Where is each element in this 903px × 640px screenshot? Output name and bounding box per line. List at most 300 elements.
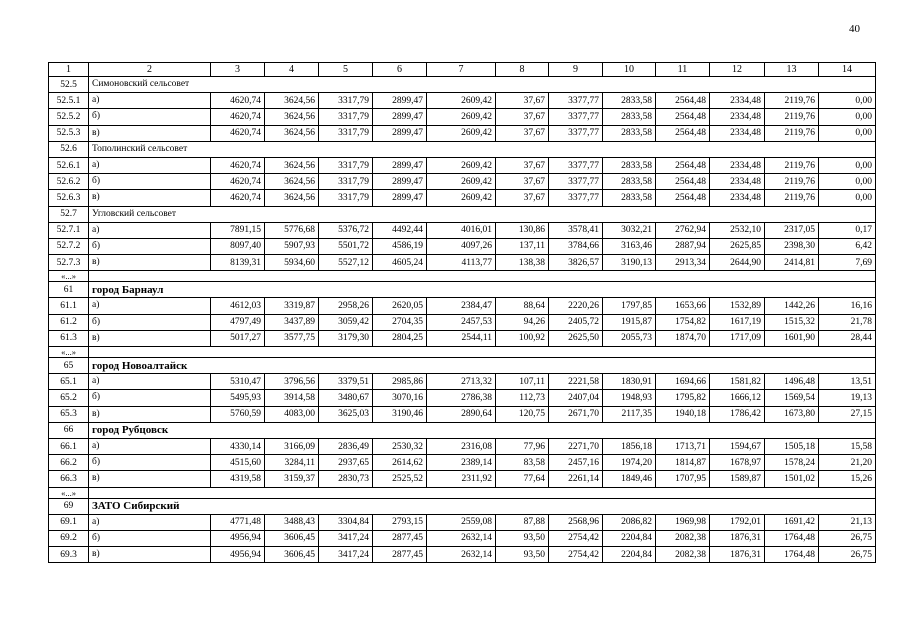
value-cell: 1589,87 bbox=[710, 471, 765, 487]
value-cell: 3578,41 bbox=[549, 222, 603, 238]
column-header: 7 bbox=[427, 63, 496, 77]
value-cell: 4586,19 bbox=[373, 238, 427, 254]
value-cell: 5501,72 bbox=[319, 238, 373, 254]
row-code: 52.5.3 bbox=[49, 125, 89, 141]
section-code: 69 bbox=[49, 498, 89, 514]
section-title: Симоновский сельсовет bbox=[89, 77, 876, 93]
value-cell: 2877,45 bbox=[373, 530, 427, 546]
value-cell: 3480,67 bbox=[319, 390, 373, 406]
row-variant: в) bbox=[89, 255, 211, 271]
value-cell: 2334,48 bbox=[710, 125, 765, 141]
column-header: 14 bbox=[819, 63, 876, 77]
row-code: 61.2 bbox=[49, 314, 89, 330]
value-cell: 3377,77 bbox=[549, 125, 603, 141]
section-row bbox=[49, 282, 876, 298]
value-cell: 1849,46 bbox=[603, 471, 656, 487]
value-cell: 4097,26 bbox=[427, 238, 496, 254]
value-cell: 2836,49 bbox=[319, 438, 373, 454]
value-cell: 6,42 bbox=[819, 238, 876, 254]
column-header: 6 bbox=[373, 63, 427, 77]
value-cell: 2833,58 bbox=[603, 190, 656, 206]
value-cell: 3624,56 bbox=[265, 174, 319, 190]
row-variant: а) bbox=[89, 93, 211, 109]
value-cell: 112,73 bbox=[496, 390, 549, 406]
value-cell: 1505,18 bbox=[765, 438, 819, 454]
value-cell: 2414,81 bbox=[765, 255, 819, 271]
row-code: 69.1 bbox=[49, 514, 89, 530]
value-cell: 3317,79 bbox=[319, 93, 373, 109]
table-row bbox=[49, 157, 876, 173]
table-row bbox=[49, 298, 876, 314]
value-cell: 2671,70 bbox=[549, 406, 603, 422]
table-row bbox=[49, 514, 876, 530]
column-header: 12 bbox=[710, 63, 765, 77]
value-cell: 2609,42 bbox=[427, 125, 496, 141]
column-header: 8 bbox=[496, 63, 549, 77]
section-code: 61 bbox=[49, 282, 89, 298]
value-cell: 2564,48 bbox=[656, 174, 710, 190]
value-cell: 137,11 bbox=[496, 238, 549, 254]
value-cell: 3606,45 bbox=[265, 530, 319, 546]
value-cell: 2833,58 bbox=[603, 174, 656, 190]
value-cell: 2830,73 bbox=[319, 471, 373, 487]
row-code: 61.1 bbox=[49, 298, 89, 314]
value-cell: 2609,42 bbox=[427, 93, 496, 109]
value-cell: 26,75 bbox=[819, 530, 876, 546]
row-variant: в) bbox=[89, 190, 211, 206]
value-cell: 2316,08 bbox=[427, 438, 496, 454]
omission-marker: «...» bbox=[49, 347, 89, 358]
value-cell: 3032,21 bbox=[603, 222, 656, 238]
value-cell: 2311,92 bbox=[427, 471, 496, 487]
value-cell: 2890,64 bbox=[427, 406, 496, 422]
column-header: 11 bbox=[656, 63, 710, 77]
value-cell: 2754,42 bbox=[549, 547, 603, 563]
value-cell: 2221,58 bbox=[549, 374, 603, 390]
value-cell: 37,67 bbox=[496, 93, 549, 109]
value-cell: 37,67 bbox=[496, 109, 549, 125]
row-variant: в) bbox=[89, 547, 211, 563]
value-cell: 1515,32 bbox=[765, 314, 819, 330]
row-variant: б) bbox=[89, 314, 211, 330]
value-cell: 2117,35 bbox=[603, 406, 656, 422]
value-cell: 2899,47 bbox=[373, 157, 427, 173]
section-code: 52.6 bbox=[49, 141, 89, 157]
value-cell: 1666,12 bbox=[710, 390, 765, 406]
value-cell: 3784,66 bbox=[549, 238, 603, 254]
column-header: 10 bbox=[603, 63, 656, 77]
value-cell: 2632,14 bbox=[427, 547, 496, 563]
section-code: 65 bbox=[49, 358, 89, 374]
value-cell: 1569,54 bbox=[765, 390, 819, 406]
value-cell: 100,92 bbox=[496, 330, 549, 346]
value-cell: 2877,45 bbox=[373, 547, 427, 563]
value-cell: 2389,14 bbox=[427, 455, 496, 471]
value-cell: 2609,42 bbox=[427, 109, 496, 125]
value-cell: 5760,59 bbox=[211, 406, 265, 422]
value-cell: 37,67 bbox=[496, 157, 549, 173]
value-cell: 2204,84 bbox=[603, 547, 656, 563]
value-cell: 1795,82 bbox=[656, 390, 710, 406]
tariff-table bbox=[48, 62, 876, 563]
value-cell: 4620,74 bbox=[211, 93, 265, 109]
value-cell: 2625,50 bbox=[549, 330, 603, 346]
value-cell: 21,13 bbox=[819, 514, 876, 530]
value-cell: 1764,48 bbox=[765, 530, 819, 546]
value-cell: 1940,18 bbox=[656, 406, 710, 422]
value-cell: 2609,42 bbox=[427, 157, 496, 173]
value-cell: 2119,76 bbox=[765, 174, 819, 190]
table-row bbox=[49, 93, 876, 109]
section-row bbox=[49, 141, 876, 157]
value-cell: 1948,93 bbox=[603, 390, 656, 406]
row-variant: а) bbox=[89, 438, 211, 454]
section-title: Угловский сельсовет bbox=[89, 206, 876, 222]
omission-marker: «...» bbox=[49, 487, 89, 498]
value-cell: 1915,87 bbox=[603, 314, 656, 330]
value-cell: 1594,67 bbox=[710, 438, 765, 454]
value-cell: 2833,58 bbox=[603, 125, 656, 141]
value-cell: 4083,00 bbox=[265, 406, 319, 422]
value-cell: 107,11 bbox=[496, 374, 549, 390]
value-cell: 3070,16 bbox=[373, 390, 427, 406]
value-cell: 3319,87 bbox=[265, 298, 319, 314]
value-cell: 2457,16 bbox=[549, 455, 603, 471]
value-cell: 0,00 bbox=[819, 174, 876, 190]
value-cell: 4620,74 bbox=[211, 174, 265, 190]
value-cell: 5527,12 bbox=[319, 255, 373, 271]
value-cell: 94,26 bbox=[496, 314, 549, 330]
section-row bbox=[49, 77, 876, 93]
value-cell: 7891,15 bbox=[211, 222, 265, 238]
row-variant: в) bbox=[89, 471, 211, 487]
value-cell: 2384,47 bbox=[427, 298, 496, 314]
value-cell: 77,96 bbox=[496, 438, 549, 454]
value-cell: 3377,77 bbox=[549, 190, 603, 206]
row-code: 65.3 bbox=[49, 406, 89, 422]
value-cell: 1713,71 bbox=[656, 438, 710, 454]
row-code: 66.1 bbox=[49, 438, 89, 454]
value-cell: 2119,76 bbox=[765, 190, 819, 206]
value-cell: 3625,03 bbox=[319, 406, 373, 422]
value-cell: 2609,42 bbox=[427, 190, 496, 206]
value-cell: 2119,76 bbox=[765, 109, 819, 125]
value-cell: 1617,19 bbox=[710, 314, 765, 330]
value-cell: 1678,97 bbox=[710, 455, 765, 471]
value-cell: 2317,05 bbox=[765, 222, 819, 238]
table-row bbox=[49, 374, 876, 390]
row-code: 52.6.1 bbox=[49, 157, 89, 173]
value-cell: 1694,66 bbox=[656, 374, 710, 390]
section-title: город Барнаул bbox=[89, 282, 876, 298]
value-cell: 1532,89 bbox=[710, 298, 765, 314]
section-row bbox=[49, 498, 876, 514]
section-row bbox=[49, 206, 876, 222]
value-cell: 2204,84 bbox=[603, 530, 656, 546]
value-cell: 2334,48 bbox=[710, 109, 765, 125]
value-cell: 1754,82 bbox=[656, 314, 710, 330]
value-cell: 3488,43 bbox=[265, 514, 319, 530]
row-code: 52.7.3 bbox=[49, 255, 89, 271]
value-cell: 2625,85 bbox=[710, 238, 765, 254]
value-cell: 0,00 bbox=[819, 190, 876, 206]
table-row bbox=[49, 406, 876, 422]
value-cell: 2564,48 bbox=[656, 109, 710, 125]
value-cell: 3914,58 bbox=[265, 390, 319, 406]
value-cell: 16,16 bbox=[819, 298, 876, 314]
row-variant: б) bbox=[89, 455, 211, 471]
value-cell: 4016,01 bbox=[427, 222, 496, 238]
value-cell: 1707,95 bbox=[656, 471, 710, 487]
header-row bbox=[49, 63, 876, 77]
value-cell: 3317,79 bbox=[319, 125, 373, 141]
value-cell: 2532,10 bbox=[710, 222, 765, 238]
row-code: 52.7.2 bbox=[49, 238, 89, 254]
value-cell: 4492,44 bbox=[373, 222, 427, 238]
value-cell: 120,75 bbox=[496, 406, 549, 422]
omission-filler bbox=[89, 347, 876, 358]
value-cell: 1814,87 bbox=[656, 455, 710, 471]
column-header: 2 bbox=[89, 63, 211, 77]
column-header: 1 bbox=[49, 63, 89, 77]
table-row bbox=[49, 438, 876, 454]
value-cell: 3284,11 bbox=[265, 455, 319, 471]
value-cell: 2334,48 bbox=[710, 93, 765, 109]
value-cell: 5495,93 bbox=[211, 390, 265, 406]
column-header: 5 bbox=[319, 63, 373, 77]
row-variant: а) bbox=[89, 157, 211, 173]
table-row bbox=[49, 222, 876, 238]
section-code: 52.5 bbox=[49, 77, 89, 93]
value-cell: 2899,47 bbox=[373, 174, 427, 190]
row-variant: а) bbox=[89, 298, 211, 314]
row-variant: а) bbox=[89, 514, 211, 530]
row-variant: а) bbox=[89, 222, 211, 238]
value-cell: 1797,85 bbox=[603, 298, 656, 314]
value-cell: 1442,26 bbox=[765, 298, 819, 314]
value-cell: 5376,72 bbox=[319, 222, 373, 238]
value-cell: 2119,76 bbox=[765, 157, 819, 173]
section-title: ЗАТО Сибирский bbox=[89, 498, 876, 514]
value-cell: 0,00 bbox=[819, 157, 876, 173]
value-cell: 2793,15 bbox=[373, 514, 427, 530]
value-cell: 15,58 bbox=[819, 438, 876, 454]
table-row bbox=[49, 174, 876, 190]
value-cell: 3179,30 bbox=[319, 330, 373, 346]
omission-filler bbox=[89, 487, 876, 498]
value-cell: 2632,14 bbox=[427, 530, 496, 546]
value-cell: 2833,58 bbox=[603, 157, 656, 173]
value-cell: 1792,01 bbox=[710, 514, 765, 530]
row-variant: а) bbox=[89, 374, 211, 390]
value-cell: 1717,09 bbox=[710, 330, 765, 346]
value-cell: 3317,79 bbox=[319, 190, 373, 206]
value-cell: 4620,74 bbox=[211, 125, 265, 141]
value-cell: 0,17 bbox=[819, 222, 876, 238]
value-cell: 1581,82 bbox=[710, 374, 765, 390]
value-cell: 2713,32 bbox=[427, 374, 496, 390]
value-cell: 2899,47 bbox=[373, 93, 427, 109]
value-cell: 4620,74 bbox=[211, 109, 265, 125]
value-cell: 2899,47 bbox=[373, 109, 427, 125]
value-cell: 2559,08 bbox=[427, 514, 496, 530]
value-cell: 4612,03 bbox=[211, 298, 265, 314]
value-cell: 4620,74 bbox=[211, 157, 265, 173]
omission-row bbox=[49, 271, 876, 282]
row-code: 52.6.3 bbox=[49, 190, 89, 206]
value-cell: 2958,26 bbox=[319, 298, 373, 314]
value-cell: 4330,14 bbox=[211, 438, 265, 454]
column-header: 4 bbox=[265, 63, 319, 77]
value-cell: 1969,98 bbox=[656, 514, 710, 530]
value-cell: 3826,57 bbox=[549, 255, 603, 271]
value-cell: 83,58 bbox=[496, 455, 549, 471]
section-code: 66 bbox=[49, 422, 89, 438]
value-cell: 77,64 bbox=[496, 471, 549, 487]
value-cell: 3417,24 bbox=[319, 547, 373, 563]
value-cell: 37,67 bbox=[496, 125, 549, 141]
value-cell: 130,86 bbox=[496, 222, 549, 238]
value-cell: 2271,70 bbox=[549, 438, 603, 454]
table-row bbox=[49, 390, 876, 406]
value-cell: 1501,02 bbox=[765, 471, 819, 487]
value-cell: 2786,38 bbox=[427, 390, 496, 406]
table-row bbox=[49, 330, 876, 346]
value-cell: 2407,04 bbox=[549, 390, 603, 406]
table-row bbox=[49, 125, 876, 141]
value-cell: 2405,72 bbox=[549, 314, 603, 330]
value-cell: 8139,31 bbox=[211, 255, 265, 271]
omission-filler bbox=[89, 271, 876, 282]
column-header: 9 bbox=[549, 63, 603, 77]
value-cell: 1856,18 bbox=[603, 438, 656, 454]
value-cell: 2564,48 bbox=[656, 93, 710, 109]
value-cell: 3190,46 bbox=[373, 406, 427, 422]
row-variant: в) bbox=[89, 406, 211, 422]
value-cell: 3377,77 bbox=[549, 109, 603, 125]
value-cell: 3190,13 bbox=[603, 255, 656, 271]
value-cell: 4605,24 bbox=[373, 255, 427, 271]
section-code: 52.7 bbox=[49, 206, 89, 222]
value-cell: 1691,42 bbox=[765, 514, 819, 530]
value-cell: 27,15 bbox=[819, 406, 876, 422]
value-cell: 93,50 bbox=[496, 547, 549, 563]
value-cell: 28,44 bbox=[819, 330, 876, 346]
value-cell: 15,26 bbox=[819, 471, 876, 487]
value-cell: 2833,58 bbox=[603, 109, 656, 125]
section-row bbox=[49, 422, 876, 438]
value-cell: 2833,58 bbox=[603, 93, 656, 109]
value-cell: 2082,38 bbox=[656, 547, 710, 563]
value-cell: 0,00 bbox=[819, 93, 876, 109]
value-cell: 4797,49 bbox=[211, 314, 265, 330]
column-header: 3 bbox=[211, 63, 265, 77]
value-cell: 3577,75 bbox=[265, 330, 319, 346]
value-cell: 3624,56 bbox=[265, 125, 319, 141]
value-cell: 1876,31 bbox=[710, 547, 765, 563]
value-cell: 5310,47 bbox=[211, 374, 265, 390]
value-cell: 2530,32 bbox=[373, 438, 427, 454]
row-code: 61.3 bbox=[49, 330, 89, 346]
value-cell: 2899,47 bbox=[373, 190, 427, 206]
value-cell: 3624,56 bbox=[265, 157, 319, 173]
value-cell: 2564,48 bbox=[656, 157, 710, 173]
value-cell: 2937,65 bbox=[319, 455, 373, 471]
row-code: 65.2 bbox=[49, 390, 89, 406]
row-code: 52.5.2 bbox=[49, 109, 89, 125]
value-cell: 1496,48 bbox=[765, 374, 819, 390]
value-cell: 8097,40 bbox=[211, 238, 265, 254]
value-cell: 3624,56 bbox=[265, 93, 319, 109]
value-cell: 93,50 bbox=[496, 530, 549, 546]
value-cell: 5907,93 bbox=[265, 238, 319, 254]
value-cell: 2985,86 bbox=[373, 374, 427, 390]
value-cell: 3606,45 bbox=[265, 547, 319, 563]
row-variant: в) bbox=[89, 330, 211, 346]
row-variant: б) bbox=[89, 390, 211, 406]
value-cell: 3166,09 bbox=[265, 438, 319, 454]
row-code: 69.2 bbox=[49, 530, 89, 546]
value-cell: 3377,77 bbox=[549, 174, 603, 190]
value-cell: 2804,25 bbox=[373, 330, 427, 346]
value-cell: 87,88 bbox=[496, 514, 549, 530]
value-cell: 3159,37 bbox=[265, 471, 319, 487]
value-cell: 1653,66 bbox=[656, 298, 710, 314]
value-cell: 2754,42 bbox=[549, 530, 603, 546]
value-cell: 13,51 bbox=[819, 374, 876, 390]
table-row bbox=[49, 314, 876, 330]
value-cell: 1786,42 bbox=[710, 406, 765, 422]
section-row bbox=[49, 358, 876, 374]
row-code: 52.6.2 bbox=[49, 174, 89, 190]
value-cell: 3796,56 bbox=[265, 374, 319, 390]
value-cell: 2055,73 bbox=[603, 330, 656, 346]
value-cell: 4620,74 bbox=[211, 190, 265, 206]
section-title: город Новоалтайск bbox=[89, 358, 876, 374]
omission-row bbox=[49, 487, 876, 498]
value-cell: 2261,14 bbox=[549, 471, 603, 487]
value-cell: 2620,05 bbox=[373, 298, 427, 314]
section-title: город Рубцовск bbox=[89, 422, 876, 438]
table-row bbox=[49, 530, 876, 546]
value-cell: 2564,48 bbox=[656, 125, 710, 141]
value-cell: 19,13 bbox=[819, 390, 876, 406]
value-cell: 0,00 bbox=[819, 125, 876, 141]
value-cell: 2614,62 bbox=[373, 455, 427, 471]
value-cell: 2887,94 bbox=[656, 238, 710, 254]
value-cell: 3059,42 bbox=[319, 314, 373, 330]
table-row bbox=[49, 255, 876, 271]
column-header: 13 bbox=[765, 63, 819, 77]
table-row bbox=[49, 547, 876, 563]
table-body bbox=[49, 63, 876, 563]
value-cell: 2564,48 bbox=[656, 190, 710, 206]
value-cell: 4515,60 bbox=[211, 455, 265, 471]
table-row bbox=[49, 471, 876, 487]
table-row bbox=[49, 190, 876, 206]
value-cell: 3437,89 bbox=[265, 314, 319, 330]
value-cell: 3377,77 bbox=[549, 157, 603, 173]
value-cell: 2334,48 bbox=[710, 157, 765, 173]
value-cell: 2082,38 bbox=[656, 530, 710, 546]
value-cell: 2525,52 bbox=[373, 471, 427, 487]
value-cell: 1764,48 bbox=[765, 547, 819, 563]
value-cell: 3304,84 bbox=[319, 514, 373, 530]
value-cell: 7,69 bbox=[819, 255, 876, 271]
value-cell: 2398,30 bbox=[765, 238, 819, 254]
value-cell: 1830,91 bbox=[603, 374, 656, 390]
value-cell: 5776,68 bbox=[265, 222, 319, 238]
